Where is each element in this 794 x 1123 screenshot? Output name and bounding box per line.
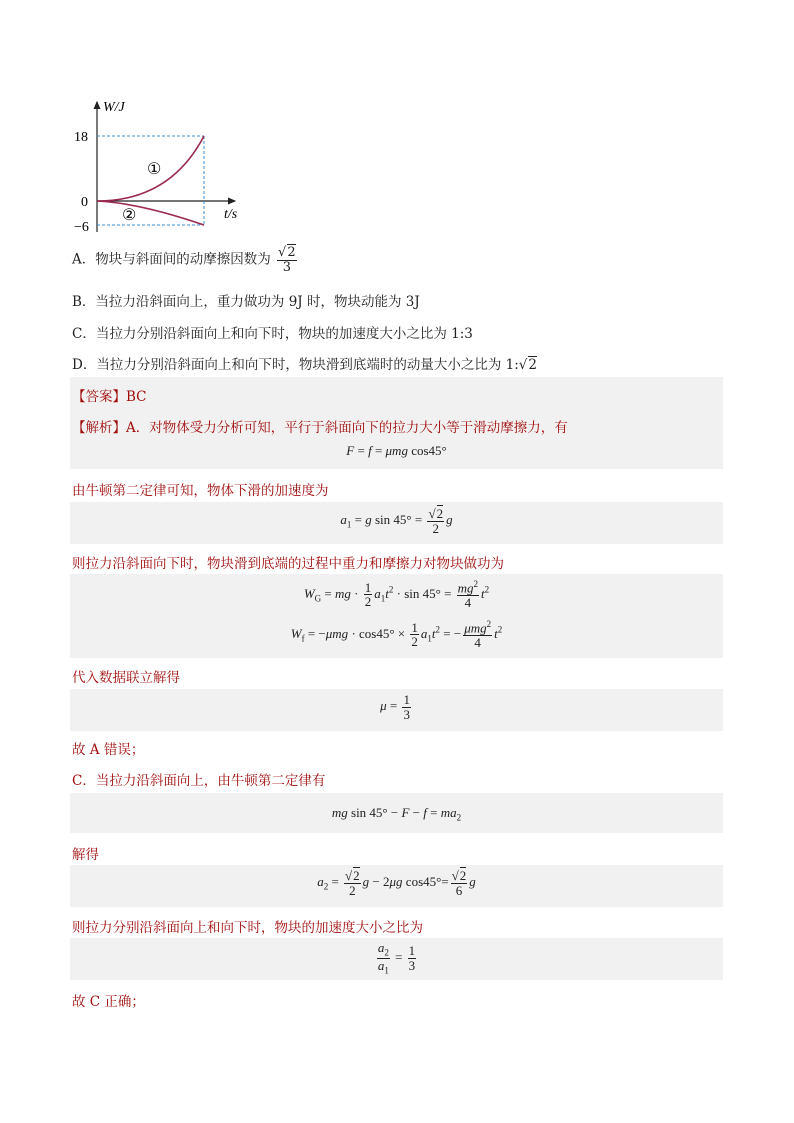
analysis-line-5: 故 A 错误； xyxy=(72,742,145,758)
analysis-line-4: 代入数据联立解得 xyxy=(72,670,180,686)
equation-band-a1: $a_1 = g$ sin 45° = $\frac{√2}{2}$ g xyxy=(70,502,723,544)
analysis-line-7: 解得 xyxy=(72,847,99,863)
x-axis-label: t/s xyxy=(224,207,238,222)
analysis-line-6: C．当拉力沿斜面向上，由牛顿第二定律有 xyxy=(72,773,326,789)
equation-band-work: $W_G$ = mg · $\frac{1}{2}$ $a_1t^2 \cdot \sin 45^\circ$ = $\frac{mg^2}{4}$ $t^2$ $W_f = -\mu mg \cdot \cos 45^\circ$ × $\frac{1}{2}$ $a_1t^2$ = − $\frac{\mu mg^2}{4}$ $t^2$ xyxy=(70,574,723,658)
analysis-line-8: 则拉力分别沿斜面向上和向下时，物块的加速度大小之比为 xyxy=(72,920,423,936)
tick-18: 18 xyxy=(74,130,88,145)
option-d: D．当拉力分别沿斜面向上和向下时，物块滑到底端时的动量大小之比为 1:√2 xyxy=(72,357,537,373)
equation-band-c1: mg $\sin 45^\circ - F - f = ma_2$ xyxy=(70,793,723,833)
answer-value: BC xyxy=(126,389,147,405)
curve-2 xyxy=(97,201,204,225)
option-a-fraction: $\frac{√2}{3}$ xyxy=(278,245,296,275)
curve-2-label: ② xyxy=(122,207,137,224)
option-a: A．物块与斜面间的动摩擦因数为 $\frac{√2}{3}$ xyxy=(72,245,296,275)
equation-band-ratio: $\frac{a_2}{a_1}$ = $\frac{1}{3}$ xyxy=(70,938,723,980)
analysis-line-1: 【解析】A．对物体受力分析可知，平行于斜面向下的拉力大小等于滑动摩擦力，有 xyxy=(72,420,568,436)
answer-line xyxy=(72,385,147,405)
analysis-line-9: 故 C 正确； xyxy=(72,994,145,1010)
analysis-line-2: 由牛顿第二定律可知，物体下滑的加速度为 xyxy=(72,483,329,499)
answer-band xyxy=(70,377,723,409)
option-c: C．当拉力分别沿斜面向上和向下时，物块的加速度大小之比为 1:3 xyxy=(72,326,473,342)
curve-1-label: ① xyxy=(147,161,162,178)
answer-label: 【答案】 xyxy=(72,389,126,405)
tick-0: 0 xyxy=(81,195,88,210)
y-axis-label: W/J xyxy=(103,100,125,115)
analysis-label: 【解析】 xyxy=(72,420,126,436)
work-time-graph xyxy=(70,96,260,236)
equation-band-a2: $a_2$ = $\frac{√2}{2}$ g − 2μg cos45°= $\frac{√2}{6}$ g xyxy=(70,865,723,907)
tick-neg6: −6 xyxy=(74,220,89,235)
option-b: B．当拉力沿斜面向上，重力做功为 9J 时，物块动能为 3J xyxy=(72,294,420,310)
analysis-line-3: 则拉力沿斜面向下时，物块滑到底端的过程中重力和摩擦力对物块做功为 xyxy=(72,556,504,572)
equation-band-mu: μ = $\frac{1}{3}$ xyxy=(70,689,723,731)
